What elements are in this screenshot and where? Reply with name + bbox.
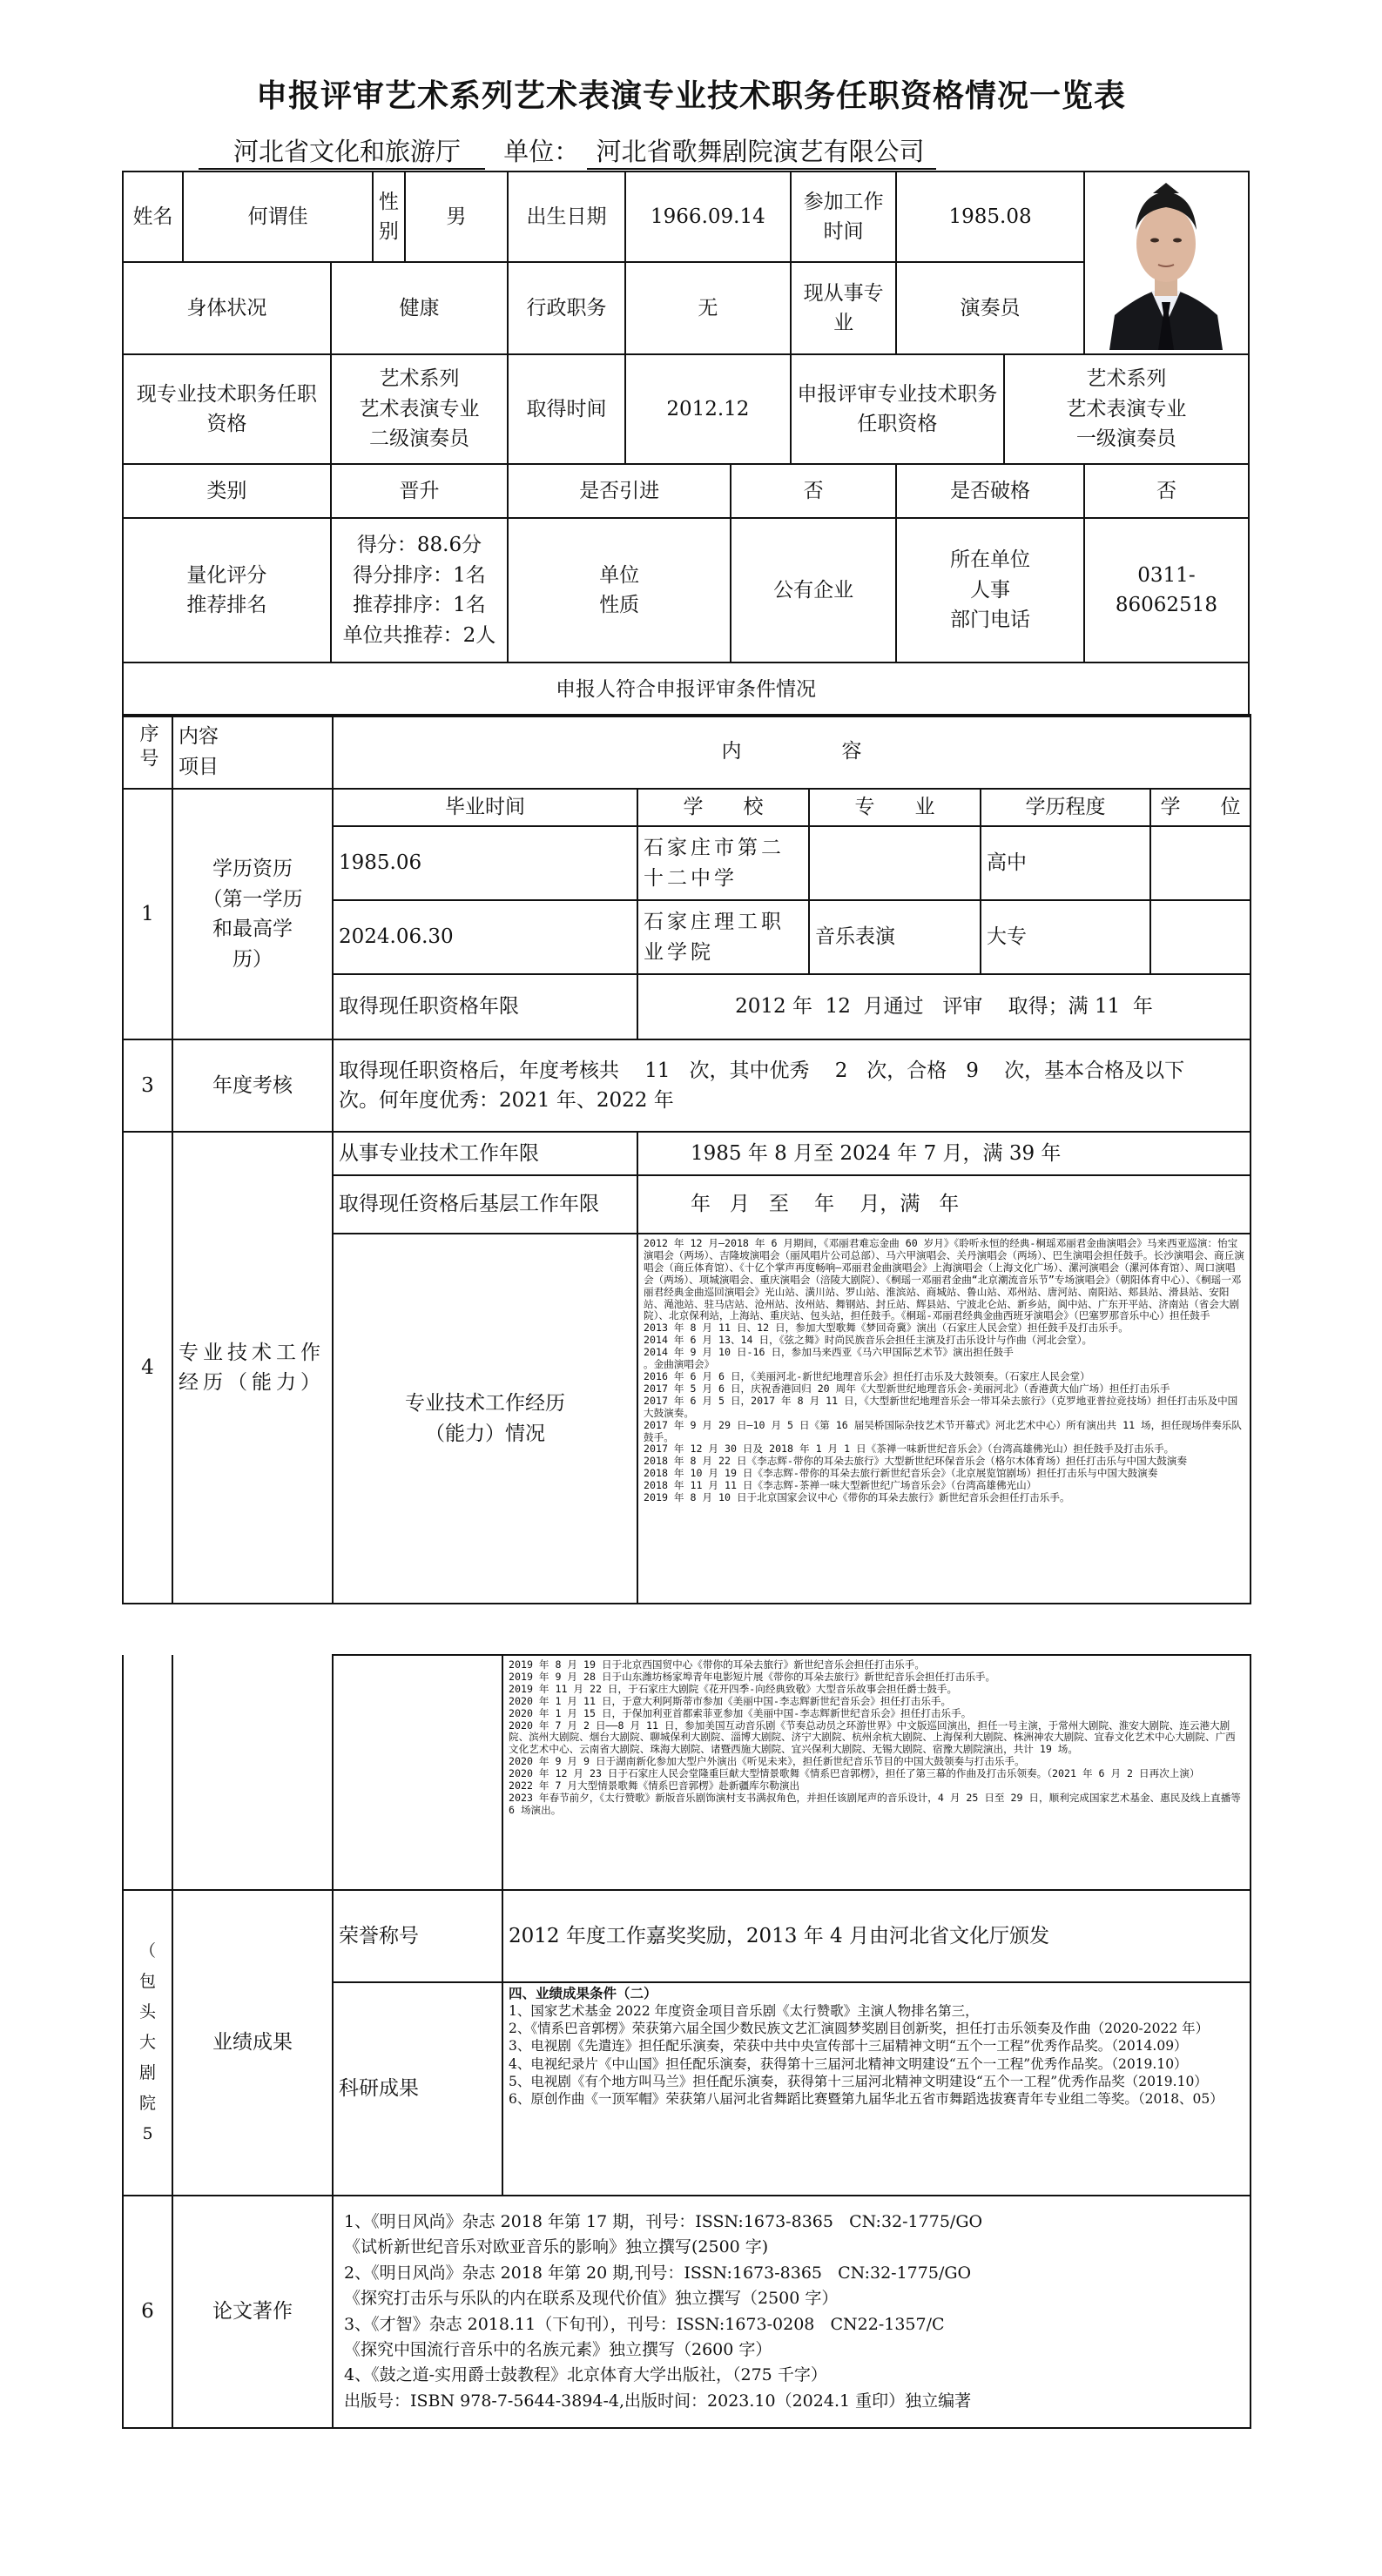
- page-title: 申报评审艺术系列艺术表演专业技术职务任职资格情况一览表: [255, 78, 1126, 114]
- ranking-label: 量化评分 推荐排名: [123, 518, 331, 662]
- unit-nature-label: 单位 性质: [508, 518, 731, 662]
- grassroots-value: 年 月 至 年 月，满 年: [637, 1175, 1251, 1234]
- edu-header-degree: 学 位: [1150, 789, 1251, 826]
- work-start-value: 1985.08: [896, 172, 1084, 262]
- achievements-item: 业绩成果: [172, 1890, 333, 2196]
- work-detail-text-2: 2019 年 8 月 19 日于北京西国贸中心《带你的耳朵去旅行》新世纪音乐会担任打击乐手。 2019 年 9 月 28 日于山东潍坊杨家埠青年电影短片展《带你的耳朵去旅行》新世纪音乐会担任打击乐手。 2019 年 11 月 22 日，于石家庄大剧院《花开四季-向经典致敬》大型音乐故事会担任爵士鼓手。 2020 年 1 月 11 日，于意大利阿斯蒂市参加《美丽中国-李志辉新世纪音乐会》担任打击乐手。 2020 年 1 月 15 日，于保加利亚首都索菲亚参加《美丽中国-李志辉新世纪音乐会》担任打击乐手。 2020 年 7 月 2 日——8 月 11 日，参加美国互动音乐剧《节奏总动员之环游世界》中文版巡回演出，担任一号主演，于常州大剧院、淮安大剧院、连云港大剧院、滨州大剧院、烟台大剧院、聊城保利大剧院、淄博大剧院、济宁大剧院、杭州余杭大剧院、上海保利大剧院、株洲神农大剧院、宜春文化艺术中心大剧院、广西文化艺术中心、云南省大剧院、珠海大剧院、诸暨西施大剧院、宜兴保利大剧院、无锡大剧院、宿豫大剧院演出，共计 19 场。 2020 年 9 月 9 日于湖南新化参加大型户外演出《听见未来》，担任新世纪音乐节目的中国大鼓领奏与打击乐手。 2020 年 12 月 23 日于石家庄人民会堂隆重巨献大型情景歌舞《情系巴音郭楞》，担任了第三幕的作曲及打击乐领奏。（2021 年 6 月 2 日再次上演） 2022 年 7 月大型情景歌舞《情系巴音郭楞》赴新疆库尔勒演出 2023 年春节前夕，《太行赞歌》新版音乐剧饰演村支书满叔角色，并担任该剧尾声的音乐设计，4 月 25 日至 29 日，顺利完成国家艺术基金、惠民及线上直播等 6 场演出。: [502, 1655, 1251, 1890]
- edu-header-school: 学 校: [637, 789, 809, 826]
- name-value: 何谓佳: [183, 172, 373, 262]
- current-major-label: 现从事专业: [791, 262, 896, 354]
- col-no-header: 序号: [123, 715, 172, 789]
- photo-cell: [1084, 172, 1249, 354]
- grassroots-label: 取得现任资格后基层工作年限: [333, 1175, 637, 1234]
- edu-major: 音乐表演: [809, 900, 981, 974]
- annual-text: 取得现任职资格后，年度考核共 11 次，其中优秀 2 次，合格 9 次，基本合格及以下 次。何年度优秀：2021 年、2022 年: [333, 1039, 1251, 1132]
- obtained-label: 取得时间: [508, 354, 625, 464]
- edu-date: 1985.06: [333, 826, 637, 900]
- gender-value: 男: [405, 172, 509, 262]
- exceptional-label: 是否破格: [896, 464, 1084, 518]
- work-no: 4: [123, 1132, 172, 1604]
- achievements-no: （ 包 头 大 剧 院 5: [123, 1890, 172, 2196]
- birth-value: 1966.09.14: [625, 172, 791, 262]
- category-label: 类别: [123, 464, 331, 518]
- current-title-label: 现专业技术职务任职资格: [123, 354, 331, 464]
- hr-phone-value: 0311-86062518: [1084, 518, 1249, 662]
- introduced-label: 是否引进: [508, 464, 731, 518]
- edu-degree: [1150, 826, 1251, 900]
- unit-label: 单位：: [503, 137, 580, 166]
- work-detail-label: 专业技术工作经历 （能力）情况: [333, 1234, 637, 1604]
- research-value: [502, 1982, 1251, 2196]
- research-heading: 四、业绩成果条件（二）: [509, 1985, 657, 2001]
- department-line: [199, 132, 936, 170]
- edu-header-major: 专 业: [809, 789, 981, 826]
- admin-post-value: 无: [625, 262, 791, 354]
- ranking-value: 得分：88.6分 得分排序：1名 推荐排序：1名 单位共推荐：2人: [331, 518, 509, 662]
- edu-header-date: 毕业时间: [333, 789, 637, 826]
- education-item: 学历资历 （第一学历 和最高学 历）: [172, 789, 333, 1039]
- obtained-value: 2012.12: [625, 354, 791, 464]
- papers-item: 论文著作: [172, 2196, 333, 2428]
- edu-degree: [1150, 900, 1251, 974]
- work-start-label: 参加工作时间: [791, 172, 896, 262]
- birth-label: 出生日期: [508, 172, 625, 262]
- work-years-label: 从事专业技术工作年限: [333, 1132, 637, 1175]
- papers-no: 6: [123, 2196, 172, 2428]
- gender-label: 性别: [373, 172, 404, 262]
- work-detail-label-continued: [333, 1655, 502, 1890]
- conditions-table: [122, 714, 1251, 1604]
- annual-no: 3: [123, 1039, 172, 1132]
- work-detail-text-1: 2012 年 12 月—2018 年 6 月期间，《邓丽君难忘金曲 60 岁月》《聆听永恒的经典-桐瑶邓丽君金曲演唱会》马来西亚巡演：怡宝演唱会（两场）、吉隆坡演唱会（丽风唱片公司总部）、马六甲演唱会、关丹演唱会（两场）、巴生演唱会担任鼓手。长沙演唱会、商丘演唱会（商丘体育馆）、《十亿个掌声再度畅响—邓丽君金曲演唱会》上海演唱会（上海文化广场）、漯河演唱会（漯河体育馆）、周口演唱会（两场）、项城演唱会、重庆演唱会（涪陵大剧院）、《桐瑶一邓丽君金曲“北京潮流音乐节”专场演唱会》（朝阳体育中心）、《桐瑶一邓丽君经典金曲巡回演唱会》光山站、潢川站、罗山站、淮滨站、商城站、鲁山站、邓州站、唐河站、南阳站、郏县站、滑县站、安阳站、渑池站、驻马店站、沧州站、汝州站、舞钢站、封丘站、辉县站、宁波北仑站、新乡站，阆中站、广东开平站、济南站（省会大剧院）、北京保利站，上海站、重庆站、包头站，担任鼓手。《桐瑶-邓丽君经典金曲西班牙演唱会》（巴塞罗那音乐中心）担任鼓手 2013 年 8 月 11 日、12 日，参加大型歌舞《梦回奇冀》演出（石家庄人民会堂）担任鼓手及打击乐手。 2014 年 6 月 13、14 日，《弦之舞》时尚民族音乐会担任主演及打击乐设计与作曲（河北会堂）。 2014 年 9 月 10 日-16 日，参加马来西亚《马六甲国际艺术节》演出担任鼓手 。金曲演唱会》 2016 年 6 月 6 日，《美丽河北-新世纪地理音乐会》担任打击乐及大鼓领奏。（石家庄人民会堂） 2017 年 5 月 6 日，庆祝香港回归 20 周年《大型新世纪地理音乐会-美丽河北》（香港黄大仙广场）担任打击乐手 2017 年 6 月 5 日，2017 年 8 月 11 日，《大型新世纪地理音乐会一带耳朵去旅行》（克罗地亚普拉竞技场）担任打击乐及中国大鼓演奏。 2017 年 9 月 29 日—10 月 5 日《第 16 届吴桥国际杂技艺术节开幕式》河北艺术中心）所有演出共 11 场，担任现场伴奏乐队鼓手。 2017 年 12 月 30 日及 2018 年 1 月 1 日《茶禅一味新世纪音乐会》（台湾高雄佛光山）担任鼓手及打击乐手。 2018 年 8 月 22 日《李志辉-带你的耳朵去旅行》大型新世纪环保音乐会（格尔木体育场）担任打击乐与中国大鼓演奏 2018 年 10 月 19 日《李志辉-带你的耳朵去旅行新世纪音乐会》（北京展览馆剧场）担任打击乐与中国大鼓演奏 2018 年 11 月 11 日《李志辉-茶禅一味大型新世纪广场音乐会》（台湾高雄佛光山） 2019 年 8 月 10 日于北京国家会议中心《带你的耳朵去旅行》新世纪音乐会担任打击乐手。: [637, 1234, 1251, 1604]
- work-item: 专业技术工作经历（能力）: [172, 1132, 333, 1604]
- department-name: 河北省文化和旅游厅: [199, 132, 485, 170]
- name-label: 姓名: [123, 172, 183, 262]
- current-major-value: 演奏员: [896, 262, 1084, 354]
- edu-major: [809, 826, 981, 900]
- conditions-section-title: 申报人符合申报评审条件情况: [123, 662, 1249, 716]
- edu-level: 大专: [981, 900, 1150, 974]
- unit-name: 河北省歌舞剧院演艺有限公司: [587, 132, 936, 170]
- portrait-photo: [1101, 176, 1231, 350]
- col-content-header: 内 容: [333, 715, 1251, 789]
- unit-nature-value: 公有企业: [731, 518, 896, 662]
- apply-title-label: 申报评审专业技术职务任职资格: [791, 354, 1004, 464]
- conditions-table-continued: [122, 1654, 1251, 2429]
- hr-phone-label: 所在单位 人事 部门电话: [896, 518, 1084, 662]
- annual-item: 年度考核: [172, 1039, 333, 1132]
- tenure-label: 取得现任职资格年限: [333, 974, 637, 1039]
- work-no-continued: [123, 1655, 172, 1890]
- col-item-header: 内容 项目: [172, 715, 333, 789]
- work-years-value: 1985 年 8 月至 2024 年 7 月，满 39 年: [637, 1132, 1251, 1175]
- introduced-value: 否: [731, 464, 896, 518]
- health-label: 身体状况: [123, 262, 331, 354]
- education-no: 1: [123, 789, 172, 1039]
- research-list: 1、国家艺术基金 2022 年度资金项目音乐剧《太行赞歌》主演人物排名第三， 2、《情系巴音郭楞》荣获第六届全国少数民族文艺汇演圆梦奖剧目创新奖，担任打击乐领奏及作曲（2020-2022 年） 3、电视剧《先遣连》担任配乐演奏，荣获中共中央宣传部十三届精神文明“五个一工程”优秀作品奖。（2014.09） 4、电视纪录片《中山国》担任配乐演奏，获得第十三届河北精神文明建设“五个一工程”优秀作品奖。（2019.10） 5、电视剧《有个地方叫马兰》担任配乐演奏，获得第十三届河北精神文明建设“五个一工程”优秀作品奖（2019.10） 6、原创作曲《一顶军帽》荣获第八届河北省舞蹈比赛暨第九届华北五省市舞蹈选拔赛青年专业组二等奖。（2018、05）: [509, 2003, 1224, 2107]
- papers-text: 1、《明日风尚》杂志 2018 年第 17 期，刊号：ISSN:1673-8365 CN:32-1775/GO 《试析新世纪音乐对欧亚音乐的影响》独立撰写(2500 字) 2、《明日风尚》杂志 2018 年第 20 期,刊号：ISSN:1673-8365 CN:32-1775/GO 《探究打击乐与乐队的内在联系及现代价值》独立撰写（2500 字） 3、《才智》杂志 2018.11（下旬刊），刊号：ISSN:1673-0208 CN22-1357/C 《探究中国流行音乐中的名族元素》独立撰写（2600 字） 4、《鼓之道-实用爵士鼓教程》北京体育大学出版社，（275 千字） 出版号：ISBN 978-7-5644-3894-4,出版时间：2023.10（2024.1 重印）独立编著: [333, 2196, 1251, 2428]
- exceptional-value: 否: [1084, 464, 1249, 518]
- edu-date: 2024.06.30: [333, 900, 637, 974]
- edu-level: 高中: [981, 826, 1150, 900]
- tenure-value: 2012 年 12 月通过 评审 取得；满 11 年: [637, 974, 1251, 1039]
- current-title-value: 艺术系列 艺术表演专业 二级演奏员: [331, 354, 509, 464]
- admin-post-label: 行政职务: [508, 262, 625, 354]
- category-value: 晋升: [331, 464, 509, 518]
- work-item-continued: [172, 1655, 333, 1890]
- honor-label: 荣誉称号: [333, 1890, 502, 1982]
- apply-title-value: 艺术系列 艺术表演专业 一级演奏员: [1004, 354, 1249, 464]
- research-label: 科研成果: [333, 1982, 502, 2196]
- edu-school: 石家庄市第二十二中学: [637, 826, 809, 900]
- edu-header-level: 学历程度: [981, 789, 1150, 826]
- basic-info-table: [122, 171, 1250, 717]
- edu-school: 石家庄理工职业学院: [637, 900, 809, 974]
- health-value: 健康: [331, 262, 509, 354]
- honor-value: 2012 年度工作嘉奖奖励，2013 年 4 月由河北省文化厅颁发: [502, 1890, 1251, 1982]
